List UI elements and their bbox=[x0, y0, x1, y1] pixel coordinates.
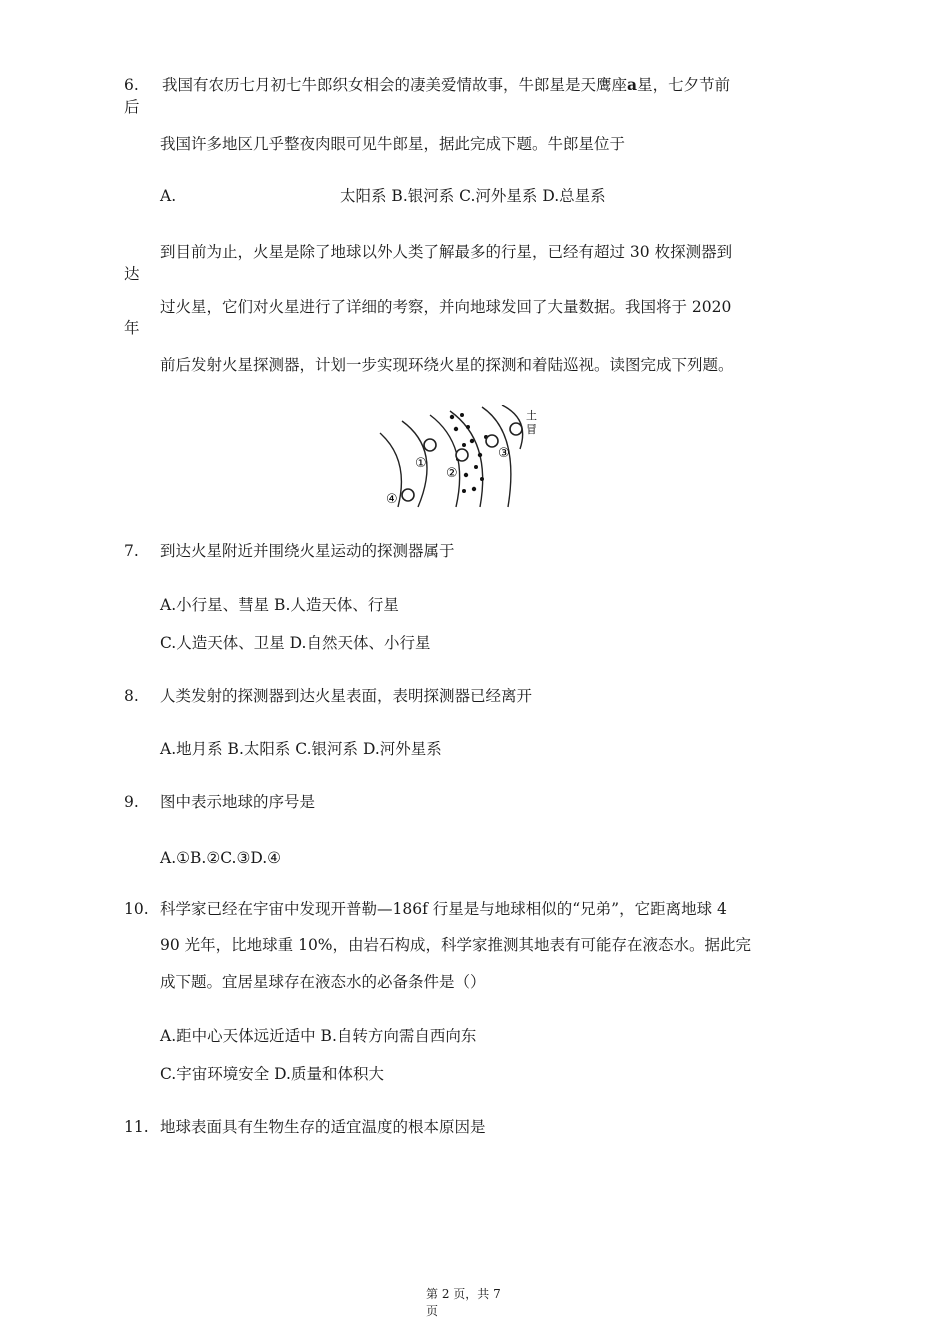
q8-number: 8. bbox=[124, 687, 139, 705]
q8-stem: 人类发射的探测器到达火星表面，表明探测器已经离开 bbox=[160, 687, 533, 705]
q7-options-line1: A.小行星、彗星 B.人造天体、行星 bbox=[160, 596, 399, 614]
figure-label-3: ③ bbox=[498, 446, 510, 461]
q6-stem-line2: 我国许多地区几乎整夜肉眼可见牛郎星，据此完成下题。牛郎星位于 bbox=[160, 135, 626, 153]
page-footer-line2: 页 bbox=[426, 1304, 439, 1318]
q10-stem-line1: 科学家已经在宇宙中发现开普勒—186f 行星是与地球相似的“兄弟”，它距离地球 4 bbox=[160, 900, 727, 918]
planet-1 bbox=[424, 439, 436, 451]
q9-number: 9. bbox=[124, 793, 139, 811]
q6-stem-bold: a bbox=[627, 75, 638, 94]
q8-options-line1: A.地月系 B.太阳系 C.银河系 D.河外星系 bbox=[160, 740, 442, 758]
q10-number: 10. bbox=[124, 900, 149, 918]
q6-option-a-label: A. bbox=[160, 187, 177, 205]
planet-3 bbox=[486, 435, 498, 447]
q6-options: 太阳系 B.银河系 C.河外星系 D.总星系 bbox=[340, 187, 606, 205]
q10-stem-line3: 成下题。宜居星球存在液态水的必备条件是（） bbox=[160, 973, 486, 991]
passage-wrap2: 年 bbox=[124, 319, 140, 337]
q10-options-line1: A.距中心天体远近适中 B.自转方向需自西向东 bbox=[160, 1027, 477, 1045]
figure-label-1: ① bbox=[415, 456, 427, 471]
q6-number: 6. bbox=[124, 76, 139, 94]
figure-label-2: ② bbox=[446, 466, 458, 481]
passage-wrap1: 达 bbox=[124, 265, 140, 283]
q11-stem: 地球表面具有生物生存的适宜温度的根本原因是 bbox=[160, 1118, 486, 1136]
q7-options-line2: C.人造天体、卫星 D.自然天体、小行星 bbox=[160, 634, 431, 652]
figure-label-4: ④ bbox=[386, 492, 398, 507]
planet-5 bbox=[510, 423, 522, 435]
figure-corner-top: 土 bbox=[526, 409, 537, 422]
q10-stem-line2: 90 光年，比地球重 10%，由岩石构成，科学家推测其地表有可能存在液态水。据此完 bbox=[160, 936, 752, 954]
page-footer-line1: 第 2 页，共 7 bbox=[426, 1287, 501, 1301]
q6-stem-line1 bbox=[162, 75, 730, 95]
q6-stem-end: 星，七夕节前 bbox=[637, 76, 731, 94]
q9-options-line1: A.①B.②C.③D.④ bbox=[160, 849, 282, 867]
passage-line2: 过火星，它们对火星进行了详细的考察，并向地球发回了大量数据。我国将于 2020 bbox=[160, 298, 732, 316]
q6-stem-text: 我国有农历七月初七牛郎织女相会的凄美爱情故事，牛郎星是天鹰座 bbox=[162, 76, 628, 94]
passage-line1: 到目前为止，火星是除了地球以外人类了解最多的行星，已经有超过 30 枚探测器到 bbox=[160, 243, 733, 261]
q6-wrap: 后 bbox=[124, 98, 140, 116]
orbit-figure bbox=[370, 405, 580, 515]
q9-stem: 图中表示地球的序号是 bbox=[160, 793, 316, 811]
planet-2 bbox=[456, 449, 468, 461]
passage-line3: 前后发射火星探测器，计划一步实现环绕火星的探测和着陆巡视。读图完成下列题。 bbox=[160, 356, 734, 374]
q10-options-line2: C.宇宙环境安全 D.质量和体积大 bbox=[160, 1065, 384, 1083]
q7-stem: 到达火星附近并围绕火星运动的探测器属于 bbox=[160, 542, 455, 560]
planet-4 bbox=[402, 489, 414, 501]
q7-number: 7. bbox=[124, 542, 139, 560]
figure-corner-bottom: 冒 bbox=[526, 423, 537, 436]
q11-number: 11. bbox=[124, 1118, 149, 1136]
